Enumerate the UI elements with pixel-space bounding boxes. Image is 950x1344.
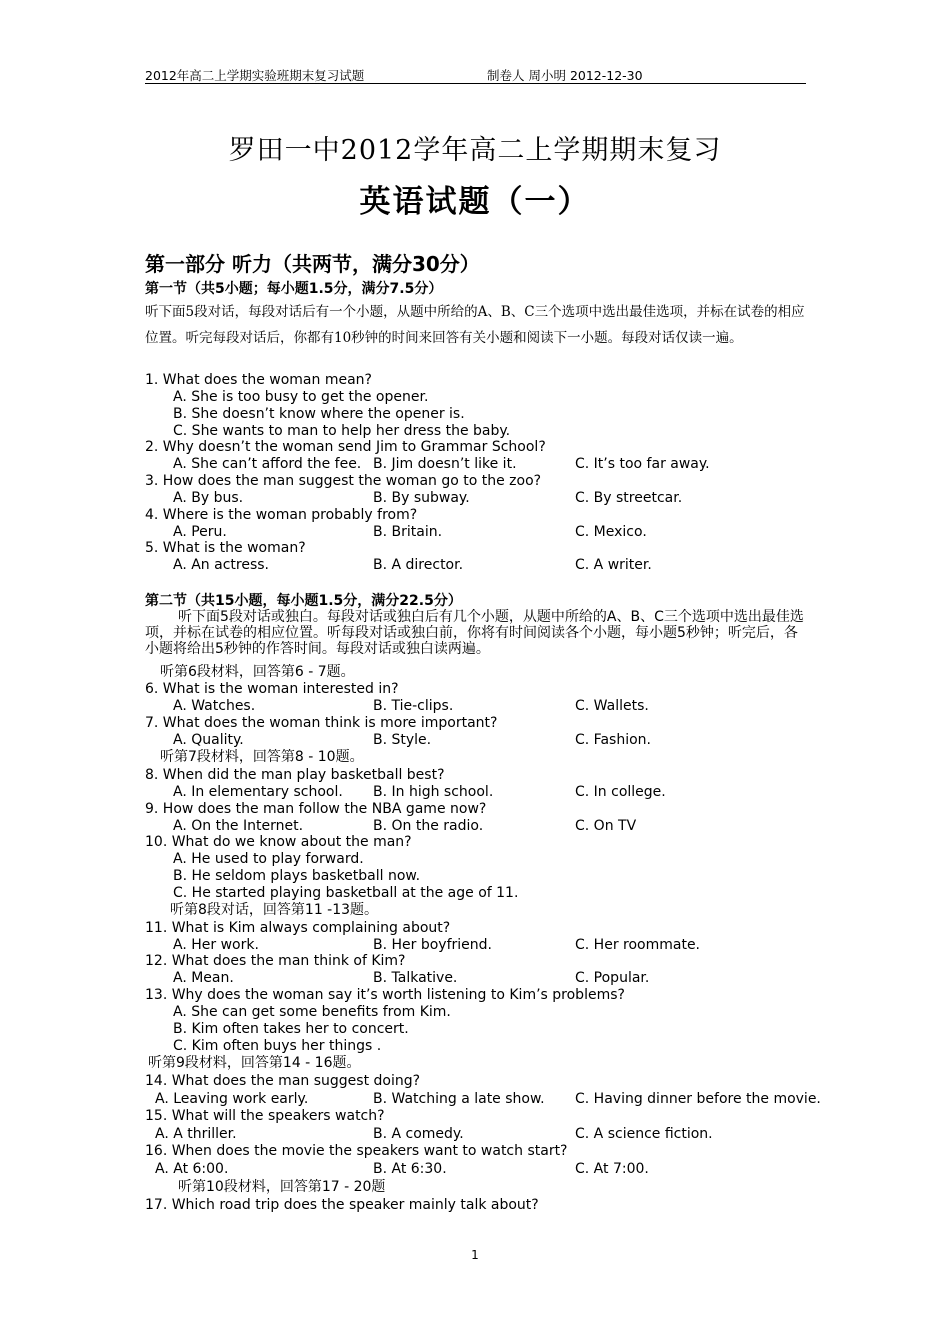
option-b: B. Style.	[373, 732, 432, 748]
option-a: A. Leaving work early.	[155, 1091, 309, 1107]
option-b: B. A comedy.	[373, 1126, 464, 1142]
option-c: C. Fashion.	[575, 732, 651, 748]
option-line: B. Kim often takes her to concert.	[173, 1021, 409, 1037]
option-c: C. A science fiction.	[575, 1126, 713, 1142]
option-c: C. Popular.	[575, 970, 650, 986]
question-line: 14. What does the man suggest doing?	[145, 1073, 421, 1089]
question-line: 17. Which road trip does the speaker mainly talk about?	[145, 1197, 539, 1213]
option-c: C. Wallets.	[575, 698, 649, 714]
option-b: B. Watching a late show.	[373, 1091, 545, 1107]
option-c: C. Having dinner before the movie.	[575, 1091, 821, 1107]
question-line: 3. How does the man suggest the woman go to the zoo?	[145, 473, 542, 489]
option-line: C. She wants to man to help her dress the baby.	[173, 423, 511, 439]
option-b: B. At 6:30.	[373, 1161, 447, 1177]
material-instruction: 听第10段材料，回答第17 - 20题	[178, 1179, 386, 1195]
option-line: A. She can get some benefits from Kim.	[173, 1004, 451, 1020]
question-line: 5. What is the woman?	[145, 540, 306, 556]
question-line: 13. Why does the woman say it’s worth listening to Kim’s problems?	[145, 987, 625, 1003]
option-line: A. He used to play forward.	[173, 851, 364, 867]
question-line: 7. What does the woman think is more important?	[145, 715, 498, 731]
option-line: A. She is too busy to get the opener.	[173, 389, 429, 405]
option-c: C. By streetcar.	[575, 490, 683, 506]
question-line: 11. What is Kim always complaining about?	[145, 920, 451, 936]
material-instruction: 听第7段材料，回答第8 - 10题。	[160, 749, 364, 765]
option-c: C. It’s too far away.	[575, 456, 710, 472]
option-c: C. In college.	[575, 784, 666, 800]
section1-heading: 第一节（共5小题；每小题1.5分，满分7.5分）	[145, 281, 443, 297]
header-right-text: 制卷人 周小明 2012-12-30	[487, 68, 643, 83]
material-instruction: 听第6段材料，回答第6 - 7题。	[160, 664, 355, 680]
material-instruction: 听第9段材料，回答第14 - 16题。	[148, 1055, 361, 1071]
option-c: C. At 7:00.	[575, 1161, 649, 1177]
document-title-line1: 罗田一中2012学年高二上学期期末复习	[228, 135, 722, 166]
option-b: B. In high school.	[373, 784, 494, 800]
option-b: B. Jim doesn’t like it.	[373, 456, 517, 472]
option-c: C. Her roommate.	[575, 937, 701, 953]
option-a: A. An actress.	[173, 557, 269, 573]
option-line: B. She doesn’t know where the opener is.	[173, 406, 465, 422]
question-line: 6. What is the woman interested in?	[145, 681, 399, 697]
option-line: C. He started playing basketball at the age of 11.	[173, 885, 519, 901]
option-a: A. A thriller.	[155, 1126, 237, 1142]
option-b: B. Her boyfriend.	[373, 937, 492, 953]
option-a: A. Peru.	[173, 524, 227, 540]
page-number: 1	[471, 1248, 479, 1262]
option-b: B. By subway.	[373, 490, 470, 506]
option-a: A. Mean.	[173, 970, 234, 986]
option-a: A. She can’t afford the fee.	[173, 456, 362, 472]
question-line: 15. What will the speakers watch?	[145, 1108, 385, 1124]
option-line: C. Kim often buys her things .	[173, 1038, 382, 1054]
section2-heading: 第二节（共15小题，每小题1.5分，满分22.5分）	[145, 593, 462, 609]
option-c: C. A writer.	[575, 557, 652, 573]
option-b: B. Talkative.	[373, 970, 458, 986]
option-b: B. Britain.	[373, 524, 443, 540]
option-b: B. On the radio.	[373, 818, 484, 834]
question-line: 8. When did the man play basketball best?	[145, 767, 445, 783]
question-line: 4. Where is the woman probably from?	[145, 507, 418, 523]
option-b: B. Tie-clips.	[373, 698, 454, 714]
section1-instructions: 听下面5段对话，每段对话后有一个小题，从题中所给的A、B、C三个选项中选出最佳选项，并标在试卷的相应位置。听完每段对话后，你都有10秒钟的时间来回答有关小题和阅读下一小题。每段对话仅读一遍。	[145, 304, 805, 346]
option-a: A. By bus.	[173, 490, 244, 506]
option-line: B. He seldom plays basketball now.	[173, 868, 421, 884]
header-left-text: 2012年高二上学期实验班期末复习试题	[145, 68, 365, 83]
question-line: 2. Why doesn’t the woman send Jim to Grammar School?	[145, 439, 546, 455]
option-c: C. Mexico.	[575, 524, 647, 540]
question-line: 9. How does the man follow the NBA game now?	[145, 801, 487, 817]
question-line: 16. When does the movie the speakers want to watch start?	[145, 1143, 568, 1159]
question-line: 12. What does the man think of Kim?	[145, 953, 406, 969]
option-c: C. On TV	[575, 818, 637, 834]
part1-heading: 第一部分 听力（共两节，满分30分）	[145, 252, 480, 276]
section2-instructions: 听下面5段对话或独白。每段对话或独白后有几个小题，从题中所给的A、B、C三个选项中选出最佳选项，并标在试卷的相应位置。听每段对话或独白前，你将有时间阅读各个小题，每小题5秒钟；听完后，各小题将给出5秒钟的作答时间。每段对话或独白读两遍。	[145, 609, 804, 657]
question-line: 10. What do we know about the man?	[145, 834, 412, 850]
option-a: A. At 6:00.	[155, 1161, 229, 1177]
option-a: A. Her work.	[173, 937, 259, 953]
option-a: A. In elementary school.	[173, 784, 343, 800]
option-b: B. A director.	[373, 557, 464, 573]
option-a: A. On the Internet.	[173, 818, 304, 834]
material-instruction: 听第8段对话，回答第11 -13题。	[170, 902, 379, 918]
document-title-line2: 英语试题（一）	[359, 184, 591, 220]
question-line: 1. What does the woman mean?	[145, 372, 372, 388]
option-a: A. Watches.	[173, 698, 256, 714]
page-header	[145, 66, 806, 84]
option-a: A. Quality.	[173, 732, 244, 748]
